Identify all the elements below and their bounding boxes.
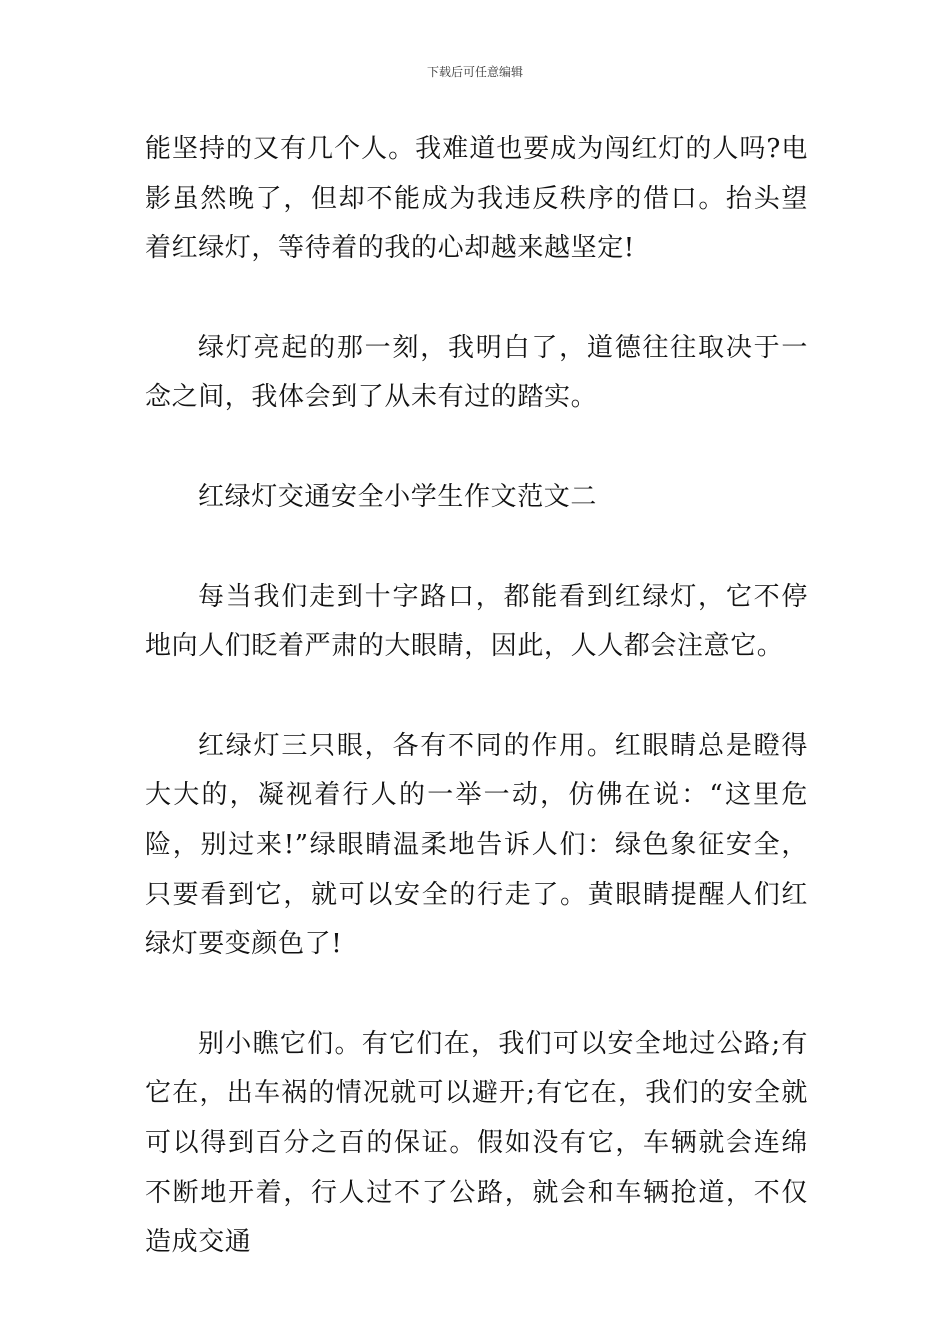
paragraph-1: 能坚持的又有几个人。我难道也要成为闯红灯的人吗?电影虽然晚了，但却不能成为我违反秩序的借口。抬头望着红绿灯，等待着的我的心却越来越坚定! [145,134,808,264]
document-body [145,125,808,1268]
section-title: 红绿灯交通安全小学生作文范文二 [198,481,598,512]
paragraph-4: 红绿灯三只眼，各有不同的作用。红眼睛总是瞪得大大的，凝视着行人的一举一动，仿佛在说：“这里危险，别过来!”绿眼睛温柔地告诉人们：绿色象征安全，只要看到它，就可以安全的行走了。黄眼睛提醒人们红绿灯要变颜色了! [145,730,808,960]
paragraph-2: 绿灯亮起的那一刻，我明白了，道德往往取决于一念之间，我体会到了从未有过的踏实。 [145,332,808,413]
paragraph-5: 别小瞧它们。有它们在，我们可以安全地过公路;有它在，出车祸的情况就可以避开;有它在，我们的安全就可以得到百分之百的保证。假如没有它，车辆就会连绵不断地开着，行人过不了公路，就会和车辆抢道，不仅造成交通 [145,1028,808,1258]
page-header: 下载后可任意编辑 [426,65,523,79]
paragraph-3: 每当我们走到十字路口，都能看到红绿灯，它不停地向人们眨着严肃的大眼睛，因此，人人都会注意它。 [145,581,808,662]
